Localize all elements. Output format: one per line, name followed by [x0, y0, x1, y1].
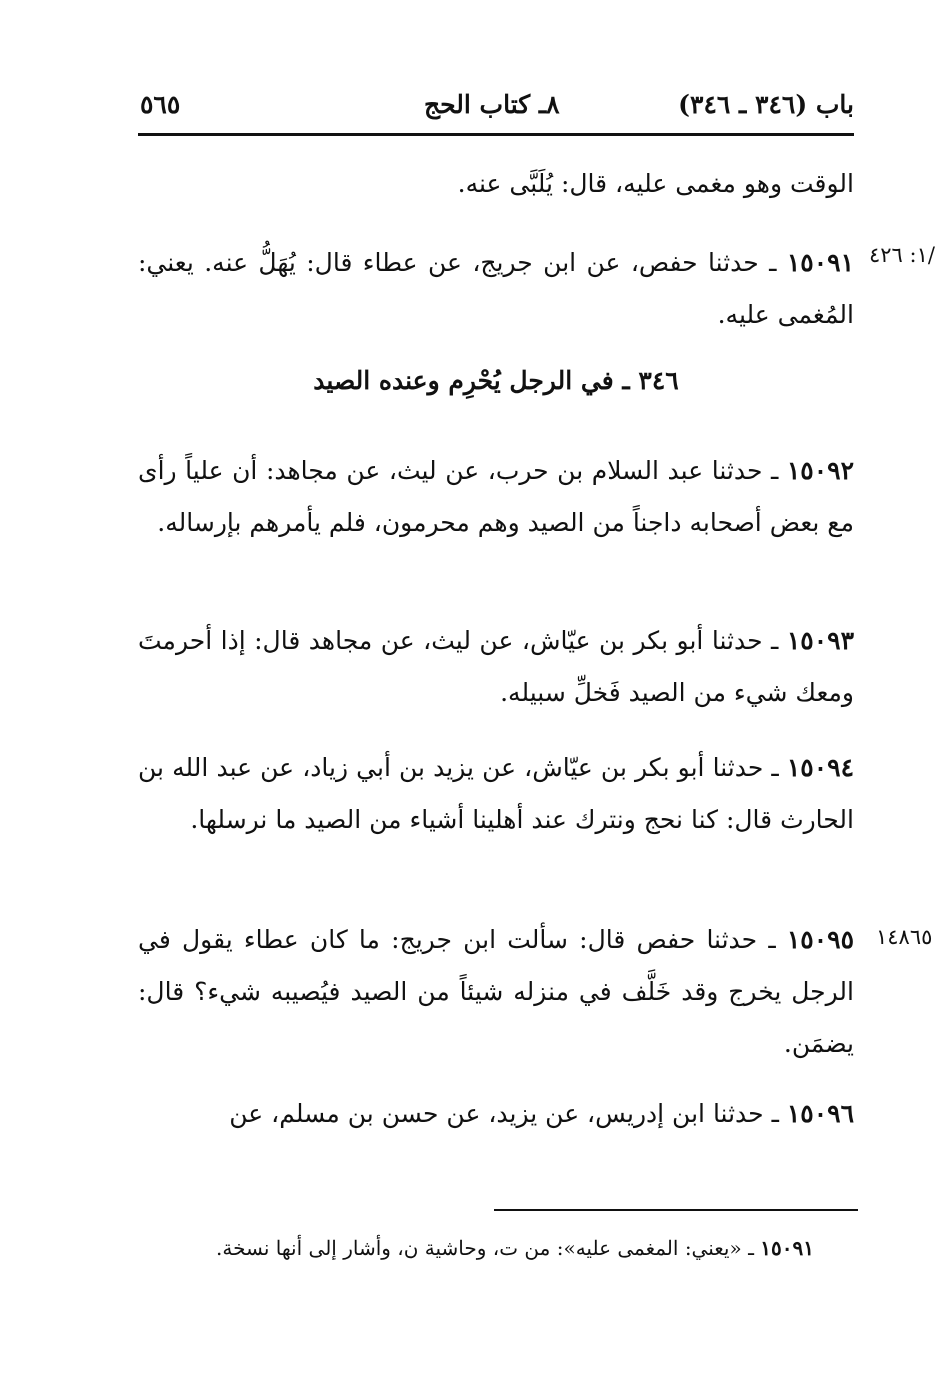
section-heading: ٣٤٦ ـ في الرجل يُحْرِم وعنده الصيد: [313, 366, 679, 395]
page-header: [138, 84, 854, 128]
footnote-text: ـ «يعني: المغمى عليه»: من ت، وحاشية ن، وأشار إلى أنها نسخة.: [215, 1236, 761, 1260]
hadith-number: ١٥٠٩٦: [786, 1099, 854, 1128]
hadith-entry: [138, 1088, 854, 1140]
page-number: ٥٦٥: [140, 90, 181, 119]
chapter-range: باب (٣٤٦ ـ ٣٤٦): [678, 90, 854, 119]
hadith-number: ١٥٠٩٣: [786, 626, 855, 655]
footnote: [138, 1236, 814, 1260]
footnote-rule: [494, 1209, 858, 1211]
hadith-text: ـ حدثنا حفص، عن ابن جريج، عن عطاء قال: يُهَلُّ عنه. يعني: المُغمى عليه.: [138, 248, 854, 329]
footnote-number: ١٥٠٩١: [760, 1236, 814, 1260]
hadith-entry: [138, 914, 854, 1070]
hadith-text: ـ حدثنا حفص قال: سألت ابن جريج: ما كان عطاء يقول في الرجل يخرج وقد خَلَّف في منزله شيئاً من الصيد فيُصيبه شيء؟ قال: يضمَن.: [138, 925, 854, 1058]
hadith-entry: [138, 615, 854, 719]
hadith-number: ١٥٠٩٥: [786, 925, 854, 954]
hadith-text: ـ حدثنا أبو بكر بن عيّاش، عن يزيد بن أبي زياد، عن عبد الله بن الحارث قال: كنا نحج ونترك عند أهلينا أشياء من الصيد ما نرسلها.: [138, 753, 854, 834]
hadith-entry: [138, 445, 854, 549]
hadith-entry: [138, 237, 854, 341]
hadith-text: ـ حدثنا أبو بكر بن عيّاش، عن ليث، عن مجاهد قال: إذا أحرمتَ ومعك شيء من الصيد فَخلِّ سبيله.: [138, 626, 854, 707]
hadith-number: ١٥٠٩١: [786, 248, 854, 277]
hadith-text: ـ حدثنا عبد السلام بن حرب، عن ليث، عن مجاهد: أن علياً رأى مع بعض أصحابه داجناً من الصيد وهم محرمون، فلم يأمرهم بإرساله.: [138, 456, 854, 537]
hadith-entry: [138, 742, 854, 846]
hadith-number: ١٥٠٩٤: [786, 753, 854, 782]
header-rule: [138, 133, 854, 136]
block-text: الوقت وهو مغمى عليه، قال: يُلَبَّى عنه.: [457, 169, 854, 198]
hadith-number: ١٥٠٩٢: [786, 456, 854, 485]
hadith-text: ـ حدثنا ابن إدريس، عن يزيد، عن حسن بن مسلم، عن: [229, 1099, 787, 1128]
book-title: ٨ـ كتاب الحج: [424, 90, 560, 119]
margin-reference: ١٤٨٦٥: [876, 925, 933, 949]
margin-reference: /١: ٤٢٦: [869, 243, 935, 267]
continuation-text: [138, 158, 854, 210]
